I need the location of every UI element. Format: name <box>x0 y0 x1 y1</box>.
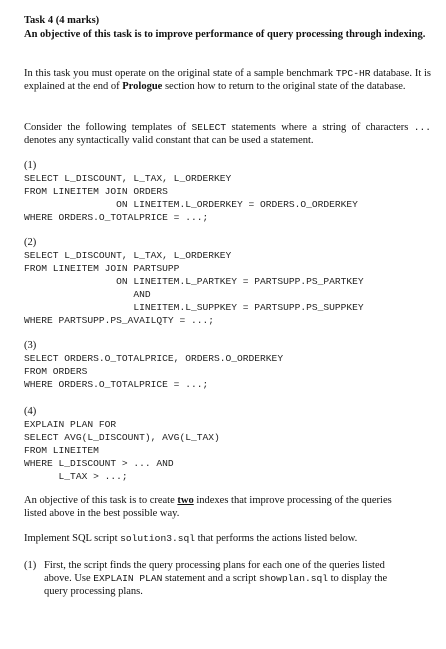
query-4-line: EXPLAIN PLAN FOR <box>24 419 117 430</box>
query-4-line: SELECT AVG(L_DISCOUNT), AVG(L_TAX) <box>24 432 220 443</box>
showplan-script-code: showplan.sql <box>258 573 328 584</box>
query-1-line: FROM LINEITEM JOIN ORDERS <box>24 186 168 197</box>
query-3-line: FROM ORDERS <box>24 366 88 377</box>
closing-paragraph-1: An objective of this task is to create two indexes that improve processing of the queries <box>24 495 392 506</box>
prologue-ref: Prologue <box>122 81 163 92</box>
intro-paragraph-1: In this task you must operate on the original state of a sample benchmark TPC-HR database. It is explained at the end of Prologue section how to return to the original state of the database. <box>24 68 432 92</box>
intro-paragraph-2: Consider the following templates of SELECT statements where a string of characters ... denotes any syntactically valid constant that can be used a statement. <box>24 122 432 146</box>
query-2-line: AND <box>24 289 151 300</box>
query-3-line: WHERE ORDERS.O_TOTALPRICE = ...; <box>24 379 209 390</box>
dots-code: ... <box>413 122 432 133</box>
query-2-line: WHERE PARTSUPP.PS_AVAILQTY = ...; <box>24 315 214 326</box>
closing-paragraph-1-cont: listed above in the best possible way. <box>24 508 180 519</box>
list-item-1-line-1: First, the script finds the query processing plans for each one of the queries listed <box>44 560 385 571</box>
query-2-line: FROM LINEITEM JOIN PARTSUPP <box>24 263 180 274</box>
select-code: SELECT <box>191 122 227 133</box>
query-4-line: L_TAX > ...; <box>24 471 128 482</box>
two-emphasis: two <box>177 495 194 506</box>
task-title: Task 4 (4 marks) <box>24 15 100 26</box>
query-4-label: (4) <box>24 406 37 417</box>
query-2-line: LINEITEM.L_SUPPKEY = PARTSUPP.PS_SUPPKEY <box>24 302 364 313</box>
explain-plan-code: EXPLAIN PLAN <box>93 573 163 584</box>
query-1-line: SELECT L_DISCOUNT, L_TAX, L_ORDERKEY <box>24 173 232 184</box>
query-1-label: (1) <box>24 160 37 171</box>
list-item-1-label: (1) <box>24 560 37 571</box>
query-1-line: WHERE ORDERS.O_TOTALPRICE = ...; <box>24 212 209 223</box>
task-objective: An objective of this task is to improve performance of query processing through indexing. <box>24 29 426 40</box>
query-2-label: (2) <box>24 237 37 248</box>
query-4-line: FROM LINEITEM <box>24 445 99 456</box>
query-3-line: SELECT ORDERS.O_TOTALPRICE, ORDERS.O_ORDERKEY <box>24 353 284 364</box>
query-1-line: ON LINEITEM.L_ORDERKEY = ORDERS.O_ORDERKEY <box>24 199 358 210</box>
list-item-1-line-2: above. Use EXPLAIN PLAN statement and a script showplan.sql to display the <box>44 573 388 584</box>
query-2-line: SELECT L_DISCOUNT, L_TAX, L_ORDERKEY <box>24 250 232 261</box>
query-3-label: (3) <box>24 340 37 351</box>
closing-paragraph-2: Implement SQL script solution3.sql that performs the actions listed below. <box>24 533 358 544</box>
query-2-line: ON LINEITEM.L_PARTKEY = PARTSUPP.PS_PARTKEY <box>24 276 364 287</box>
tpc-hr-code: TPC-HR <box>335 68 371 79</box>
list-item-1-line-3: query processing plans. <box>44 586 143 597</box>
query-4-line: WHERE L_DISCOUNT > ... AND <box>24 458 174 469</box>
solution-script-code: solution3.sql <box>120 533 195 544</box>
